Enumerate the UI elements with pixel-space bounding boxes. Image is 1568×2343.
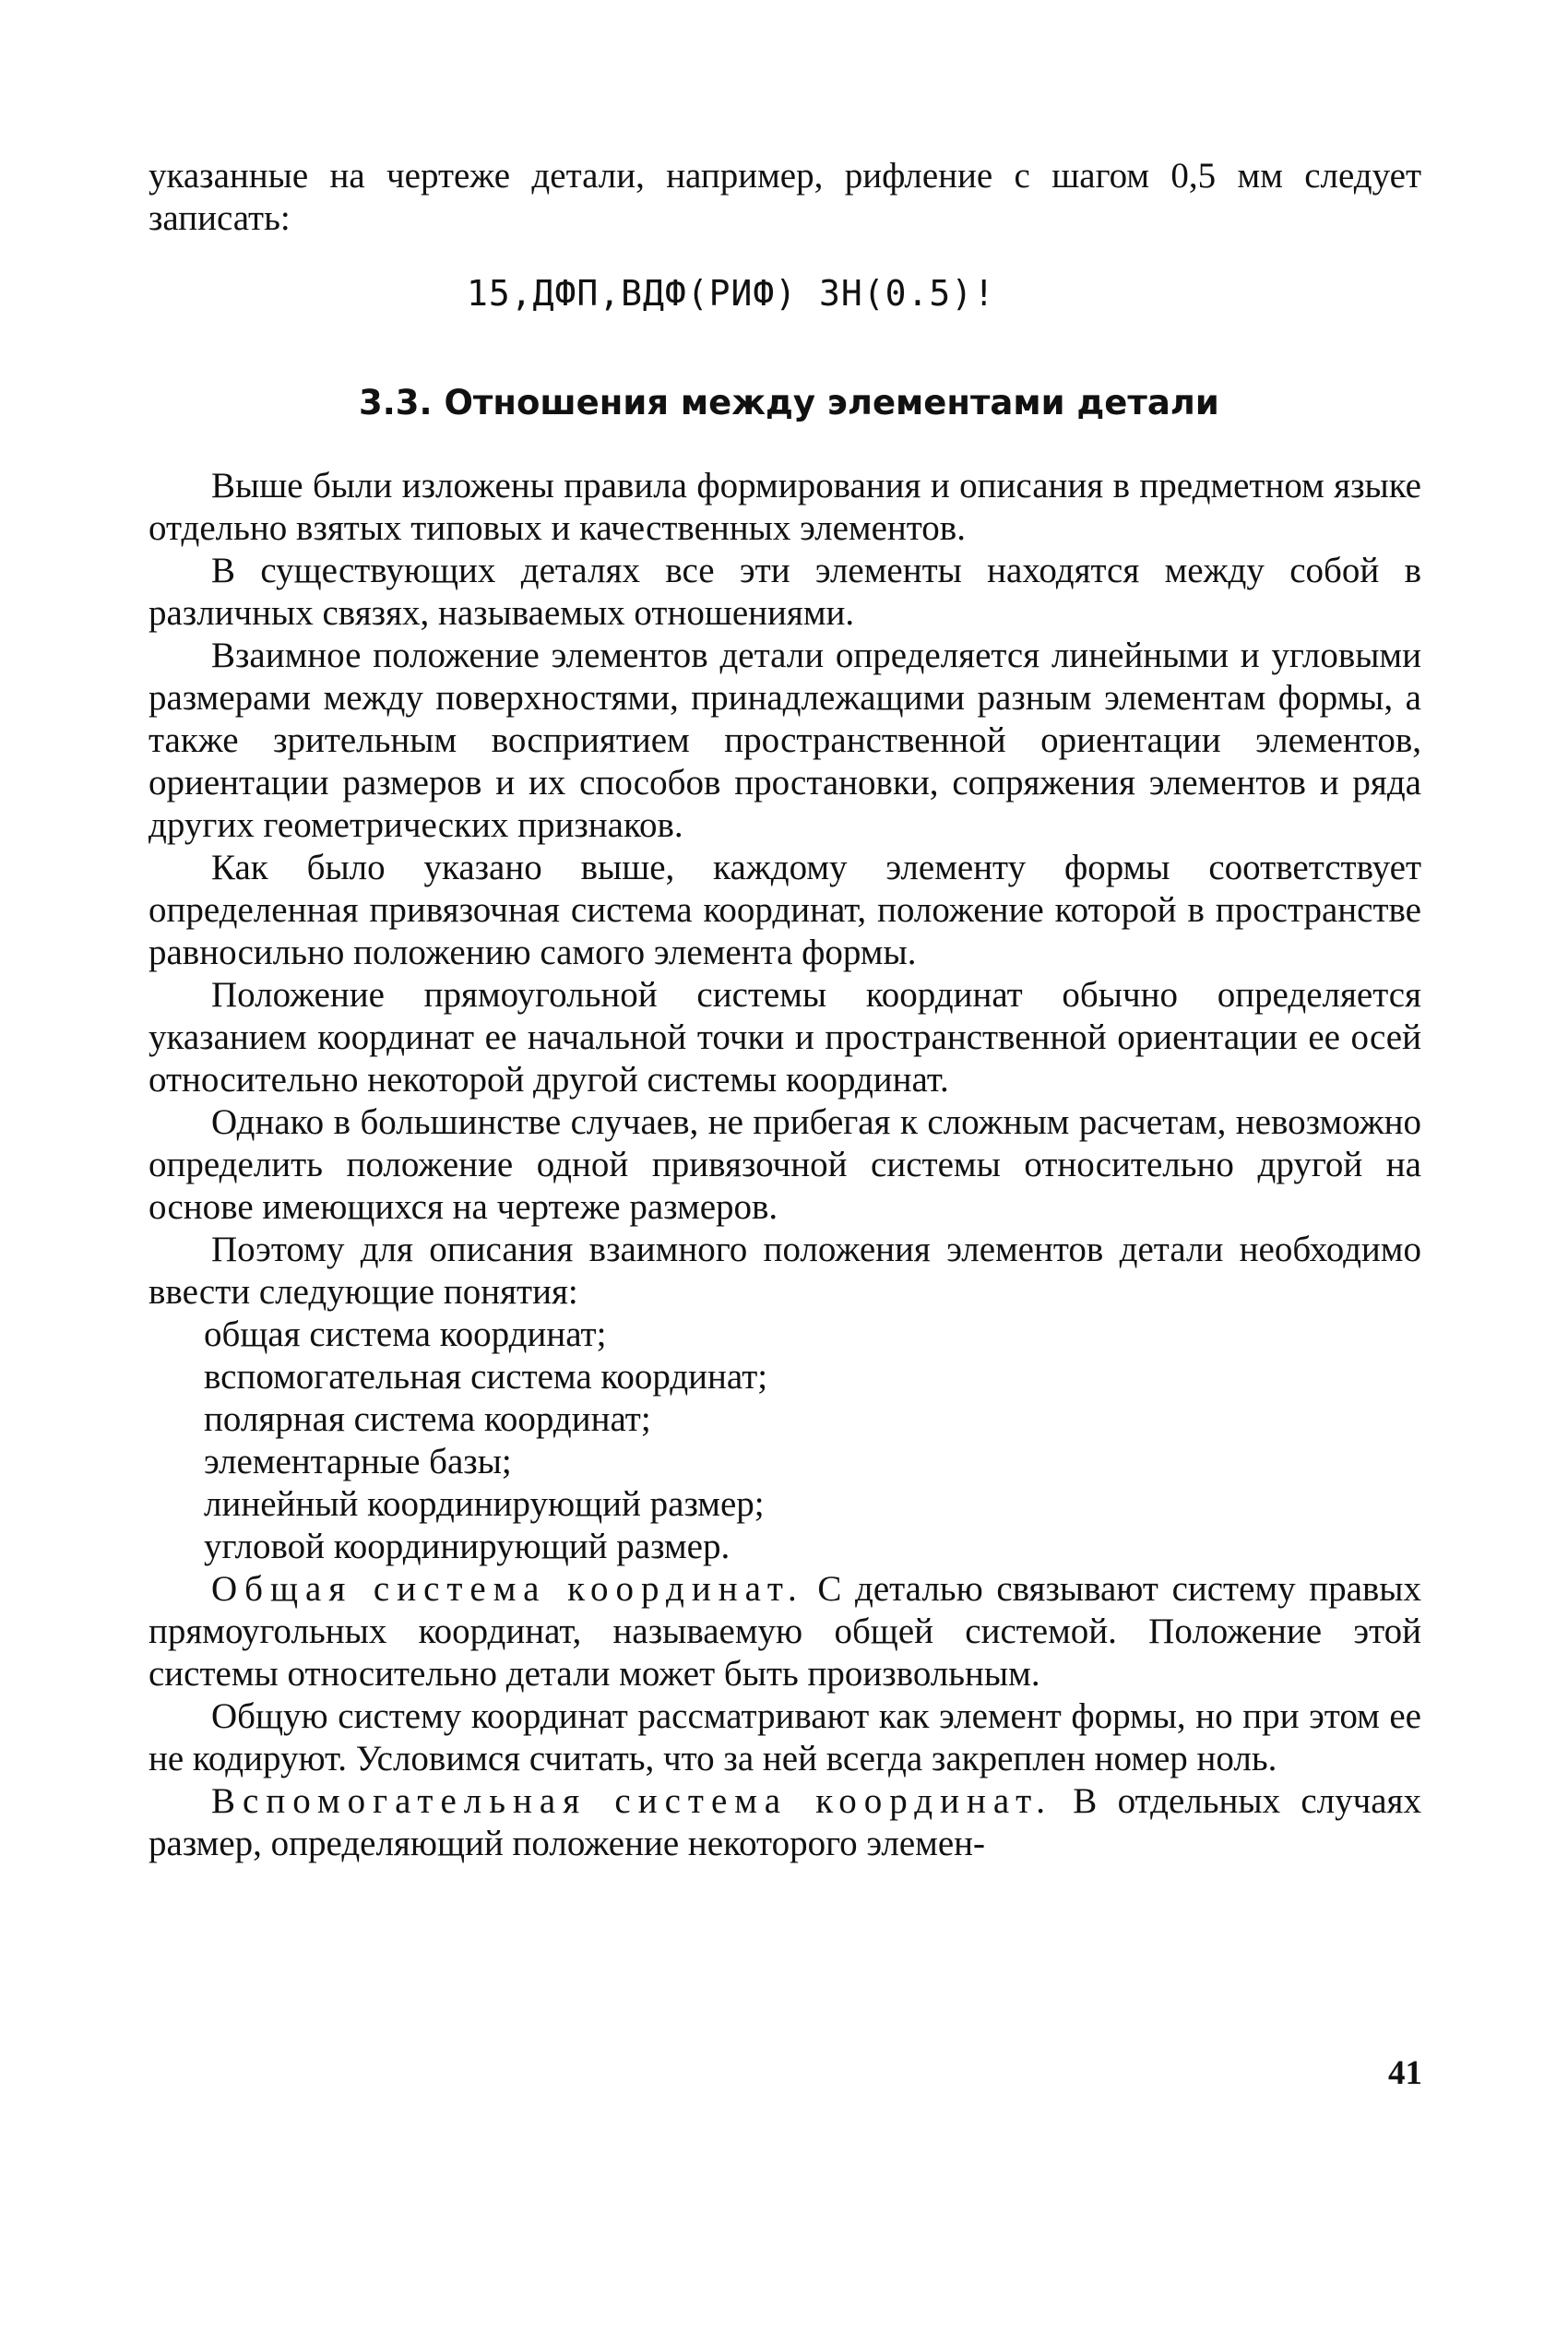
paragraph-3: Взаимное положение элементов детали определяется линейными и угловыми размерами между поверхностями, принадлежащими разным элементам формы, а также зрительным восприятием пространственной ориентации элементов, ориентации размеров и их способов простановки, сопряжения элементов и ряда других геометрических признаков. bbox=[148, 636, 1421, 845]
list-item: вспомогательная система координат; bbox=[204, 1357, 768, 1397]
section-heading: 3.3. Отношения между элементами детали bbox=[359, 383, 1219, 422]
document-page bbox=[148, 155, 1421, 1865]
formula-code: 15,ДФП,ВДФ(РИФ) ЗН(0.5)! bbox=[467, 273, 996, 314]
intro-paragraph: указанные на чертеже детали, например, рифление с шагом 0,5 мм следует записать: bbox=[148, 156, 1421, 238]
list-item: элементарные базы; bbox=[204, 1442, 512, 1481]
auxiliary-system-text: В отдельных случаях размер, определяющий положение некоторого элемен- bbox=[148, 1781, 1422, 1863]
paragraph-5: Положение прямоугольной системы координат обычно определяется указанием координат ее начальной точки и пространственной ориентации ее осей относительно некоторой другой системы координат. bbox=[148, 975, 1421, 1100]
concept-list bbox=[148, 1314, 1421, 1568]
paragraph-6: Однако в большинстве случаев, не прибегая к сложным расчетам, невозможно определить положение одной привязочной системы относительно другой на основе имеющихся на чертеже размеров. bbox=[148, 1102, 1421, 1227]
general-system-term: Общая система координат. bbox=[211, 1569, 804, 1609]
auxiliary-system-paragraph bbox=[148, 1780, 1421, 1865]
paragraph-4: Как было указано выше, каждому элементу формы соответствует определенная привязочная система координат, положение которой в пространстве равносильно положению самого элемента формы. bbox=[148, 848, 1421, 972]
paragraph-2: В существующих деталях все эти элементы находятся между собой в различных связях, называемых отношениями. bbox=[148, 551, 1421, 633]
list-item: угловой координирующий размер. bbox=[204, 1527, 731, 1566]
general-system-followup: Общую систему координат рассматривают как элемент формы, но при этом ее не кодируют. Условимся считать, что за ней всегда закреплен номер ноль. bbox=[148, 1696, 1421, 1778]
list-item: линейный координирующий размер; bbox=[204, 1484, 765, 1524]
page-number: 41 bbox=[1388, 2054, 1422, 2092]
general-system-text: С деталью связывают систему правых прямоугольных координат, называемую общей системой. Положение этой системы относительно детали может быть произвольным. bbox=[148, 1569, 1421, 1694]
list-item: полярная система координат; bbox=[204, 1399, 651, 1439]
paragraph-1: Выше были изложены правила формирования и описания в предметном языке отдельно взятых типовых и качественных элементов. bbox=[148, 466, 1421, 548]
auxiliary-system-term: Вспомогательная система координат. bbox=[211, 1781, 1052, 1821]
paragraph-7: Поэтому для описания взаимного положения элементов детали необходимо ввести следующие понятия: bbox=[148, 1230, 1421, 1312]
general-system-paragraph bbox=[148, 1568, 1421, 1695]
list-item: общая система координат; bbox=[204, 1314, 607, 1354]
